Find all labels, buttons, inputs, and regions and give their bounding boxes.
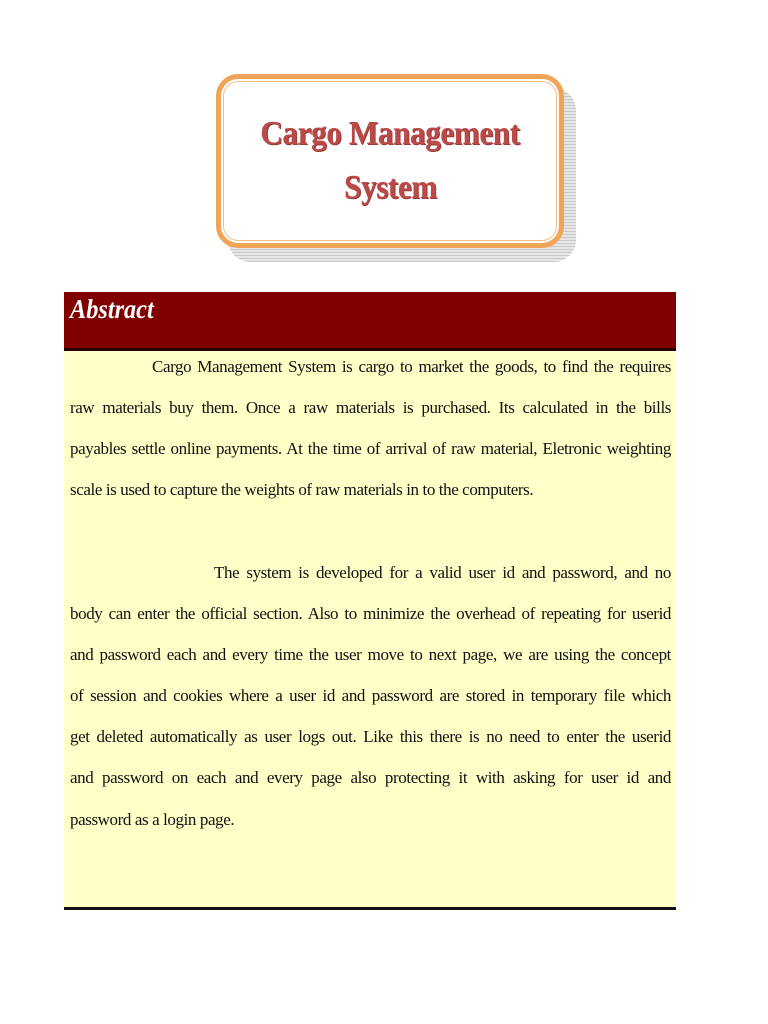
paragraph-2-line: body can enter the official section. Also to minimize the overhead of repeating for userid: [70, 604, 671, 623]
document-title-line-2: System: [343, 169, 437, 206]
paragraph-2-line: The system is developed for a valid user id and password, and no: [214, 563, 671, 582]
document-title-line-1: Cargo Management: [260, 115, 520, 152]
paragraph-2-line: password as a login page.: [70, 810, 235, 829]
paragraph-2-line: get deleted automatically as user logs out. Like this there is no need to enter the userid: [70, 727, 671, 746]
paragraph-1-line: raw materials buy them. Once a raw materials is purchased. Its calculated in the bills: [70, 398, 671, 417]
paragraph-1-line: Cargo Management System is cargo to market the goods, to find the requires: [152, 357, 671, 376]
paragraph-2-line: and password each and every time the user move to next page, we are using the concept: [70, 645, 671, 664]
paragraph-2-line: of session and cookies where a user id and password are stored in temporary file which: [70, 686, 671, 705]
abstract-header: [64, 292, 676, 351]
title-box: [216, 74, 564, 248]
abstract-body: [64, 351, 676, 910]
paragraph-2-line: and password on each and every page also protecting it with asking for user id and: [70, 768, 671, 787]
paragraph-1-line: payables settle online payments. At the time of arrival of raw material, Eletronic weighting: [70, 439, 671, 458]
abstract-heading: Abstract: [70, 294, 154, 324]
paragraph-1-line: scale is used to capture the weights of raw materials in to the computers.: [70, 480, 534, 499]
